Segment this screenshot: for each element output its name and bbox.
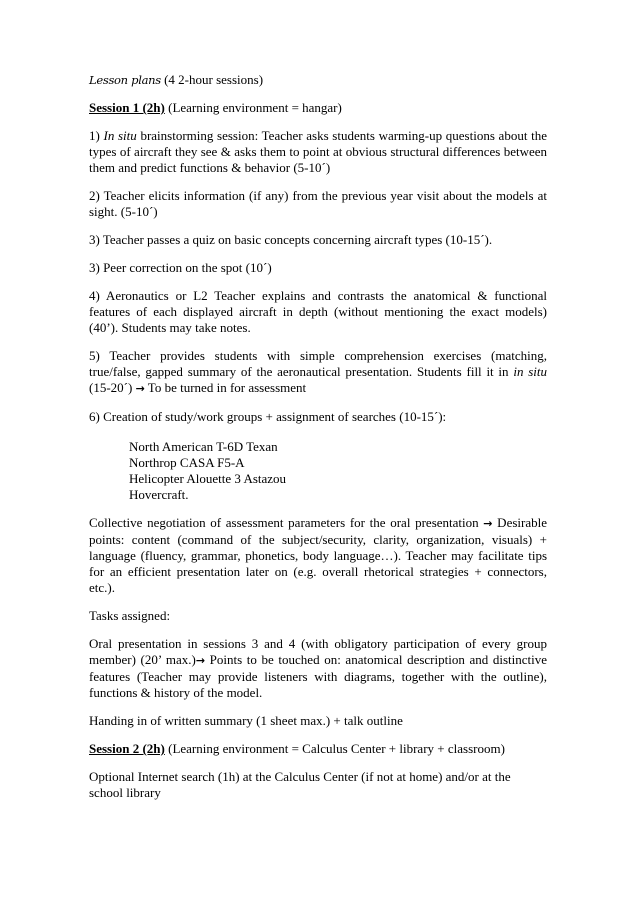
item-6: 6) Creation of study/work groups + assignment of searches (10-15´): — [89, 409, 447, 424]
session1-label: Session 1 (2h) — [89, 100, 165, 115]
list-item: North American T-6D Texan — [129, 439, 278, 454]
document-title — [89, 72, 547, 88]
negotiation-text-b: Desirable points: content (command of the subject/security, clarity, organization, visuals) + language (fluency, grammar, phonetics, body language…). Teacher may facilitate tips for an efficient presentation later on (e.g. overall rhetorical strategies + connectors, etc.). — [89, 515, 547, 595]
list-item: Hovercraft. — [129, 487, 189, 502]
tasks-label: Tasks assigned: — [89, 608, 171, 623]
session1-env: (Learning environment = hangar) — [164, 100, 342, 115]
oral-text-a: Oral presentation in sessions 3 and 4 (with obligatory participation of every group member) (20’ max.) — [89, 636, 547, 667]
negotiation-paragraph — [89, 515, 547, 596]
handing-in-paragraph: Handing in of written summary (1 sheet max.) + talk outline — [89, 713, 403, 728]
session2-heading — [89, 741, 547, 757]
item-1-italic: In situ — [103, 128, 137, 143]
arrow-right-icon: → — [195, 654, 206, 667]
list-item: Helicopter Alouette 3 Astazou — [129, 471, 287, 486]
item-4: 4) Aeronautics or L2 Teacher explains and contrasts the anatomical & functional features of each displayed aircraft in depth (without mentioning the exact models) (40’). Students may take notes. — [89, 288, 547, 335]
session2-env: (Learning environment = Calculus Center + library + classroom) — [164, 741, 505, 756]
item-5-text-a: 5) Teacher provides students with simple comprehension exercises (matching, true/false, gapped summary of the aeronautical presentation. Students fill it in — [89, 348, 547, 379]
list-item: Northrop CASA F5-A — [129, 455, 245, 470]
title-rest: (4 2-hour sessions) — [160, 72, 264, 87]
item-5 — [89, 348, 547, 397]
negotiation-text-a: Collective negotiation of assessment parameters for the oral presentation — [89, 515, 484, 530]
optional-search-paragraph: Optional Internet search (1h) at the Calculus Center (if not at home) and/or at the school library — [89, 769, 511, 800]
session1-heading — [89, 100, 547, 116]
item-1-number: 1) — [89, 128, 104, 143]
oral-presentation-paragraph — [89, 636, 547, 701]
item-5-italic: in situ — [513, 364, 547, 379]
item-3: 3) Teacher passes a quiz on basic concepts concerning aircraft types (10-15´). — [89, 232, 493, 247]
item-1-text: brainstorming session: Teacher asks students warming-up questions about the types of aircraft they see & asks them to point at obvious structural differences between them and predict functions & behavior (5-10´) — [89, 128, 547, 175]
aircraft-list — [129, 439, 547, 503]
item-2: 2) Teacher elicits information (if any) from the previous year visit about the models at sight. (5-10´) — [89, 188, 547, 219]
item-3b: 3) Peer correction on the spot (10´) — [89, 260, 272, 275]
oral-text-b: Points to be touched on: anatomical description and distinctive features (Teacher may provide listeners with diagrams, together with the outline), functions & history of the model. — [89, 652, 547, 700]
session2-label: Session 2 (2h) — [89, 741, 165, 756]
item-1 — [89, 128, 547, 176]
item-5-text-b: (15-20´) — [89, 380, 136, 395]
title-script: Lesson plans — [89, 73, 161, 87]
arrow-right-icon: → — [483, 517, 493, 530]
item-5-text-c: To be turned in for assessment — [144, 380, 307, 395]
arrow-right-icon: → — [135, 382, 145, 395]
lesson-plan-document — [89, 72, 547, 813]
